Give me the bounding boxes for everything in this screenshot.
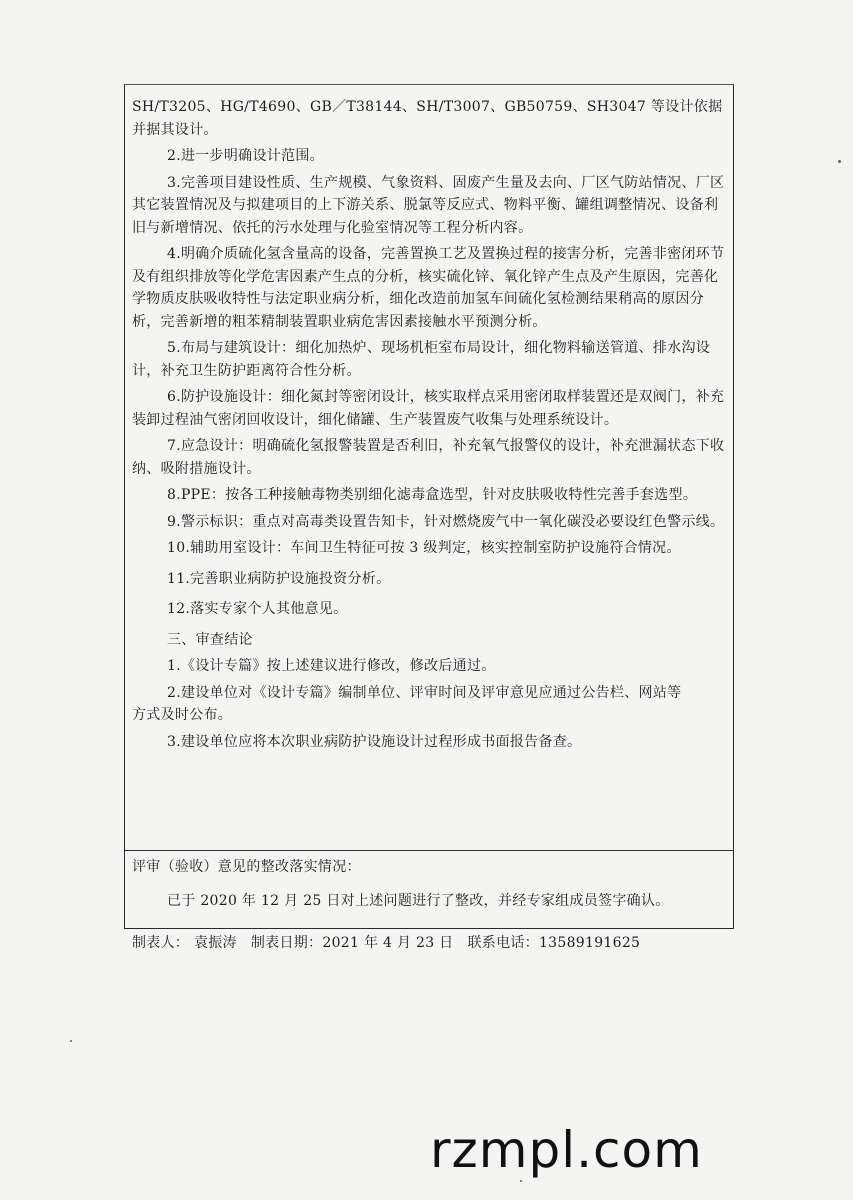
paragraph-item-5: 5.布局与建筑设计：细化加热炉、现场机柜室布局设计，细化物料输送管道、排水沟设计，补充卫生防护距离符合性分析。 (132, 340, 711, 379)
preparer-field: 制表人： 袁振涛 (132, 935, 237, 951)
paragraph-item-10: 10.辅助用室设计：车间卫生特征可按 3 级判定，核实控制室防护设施符合情况。 (167, 540, 681, 556)
scan-speck (520, 1180, 522, 1182)
paragraph-item-4: 4.明确介质硫化氢含量高的设备，完善置换工艺及置换过程的接害分析，完善非密闭环节及有组织排放等化学危害因素产生点的分析，核实硫化锌、氧化锌产生点及产生原因，完善化学物质皮肤吸收特性与法定职业病分析，细化改造前加氢车间硫化氢检测结果稍高的原因分析，完善新增的粗苯精制装置职业病危害因素接触水平预测分析。 (132, 246, 725, 330)
paragraph-item-6: 6.防护设施设计：细化氮封等密闭设计，核实取样点采用密闭取样装置还是双阀门，补充装卸过程油气密闭回收设计，细化储罐、生产装置废气收集与处理系统设计。 (132, 389, 725, 428)
paragraph-item-12: 12.落实专家个人其他意见。 (167, 601, 348, 617)
rectification-text: 已于 2020 年 12 月 25 日对上述问题进行了整改，并经专家组成员签字确认。 (167, 893, 670, 909)
conclusion-item-2-continued: 方式及时公布。 (132, 707, 233, 723)
paragraph-item-8: 8.PPE：按各工种接触毒物类别细化滤毒盒选型，针对皮肤吸收特性完善手套选型。 (167, 487, 698, 503)
conclusion-item-1: 1.《设计专篇》按上述建议进行修改，修改后通过。 (167, 658, 496, 674)
rectification-heading: 评审（验收）意见的整改落实情况： (132, 859, 361, 875)
watermark-text: rzmpl.com (430, 1121, 703, 1179)
section-heading-conclusion: 三、审查结论 (167, 631, 253, 648)
date-field: 制表日期：2021 年 4 月 23 日 (250, 935, 454, 951)
rectification-section (132, 854, 728, 914)
paragraph-item-3: 3.完善项目建设性质、生产规模、气象资料、固废产生量及去向、厂区气防站情况、厂区其它装置情况及与拟建项目的上下游关系、脱氯等反应式、物料平衡、罐组调整情况、设备利旧与新增情况、依托的污水处理与化验室情况等工程分析内容。 (132, 174, 725, 236)
scan-speck (838, 160, 841, 163)
paragraph-item-11: 11.完善职业病防护设施投资分析。 (167, 570, 391, 587)
conclusion-item-3: 3.建设单位应将本次职业病防护设施设计过程形成书面报告备查。 (167, 733, 582, 750)
paragraph-basis: SH/T3205、HG/T4690、GB／T38144、SH/T3007、GB50759、SH3047 等设计依据并据其设计。 (132, 99, 723, 138)
phone-field: 联系电话：13589191625 (467, 935, 641, 951)
paragraph-item-9: 9.警示标识：重点对高毒类设置告知卡，针对燃烧废气中一氧化碳没必要设红色警示线。 (167, 513, 725, 530)
table-divider (124, 850, 734, 851)
document-body (132, 96, 728, 753)
paragraph-item-2: 2.进一步明确设计范围。 (167, 148, 324, 164)
conclusion-item-2: 2.建设单位对《设计专篇》编制单位、评审时间及评审意见应通过公告栏、网站等 (167, 684, 682, 701)
paragraph-item-7: 7.应急设计：明确硫化氢报警装置是否利旧，补充氧气报警仪的设计，补充泄漏状态下收纳、吸附措施设计。 (132, 438, 725, 477)
scan-speck (70, 1040, 72, 1042)
form-footer (132, 933, 742, 953)
